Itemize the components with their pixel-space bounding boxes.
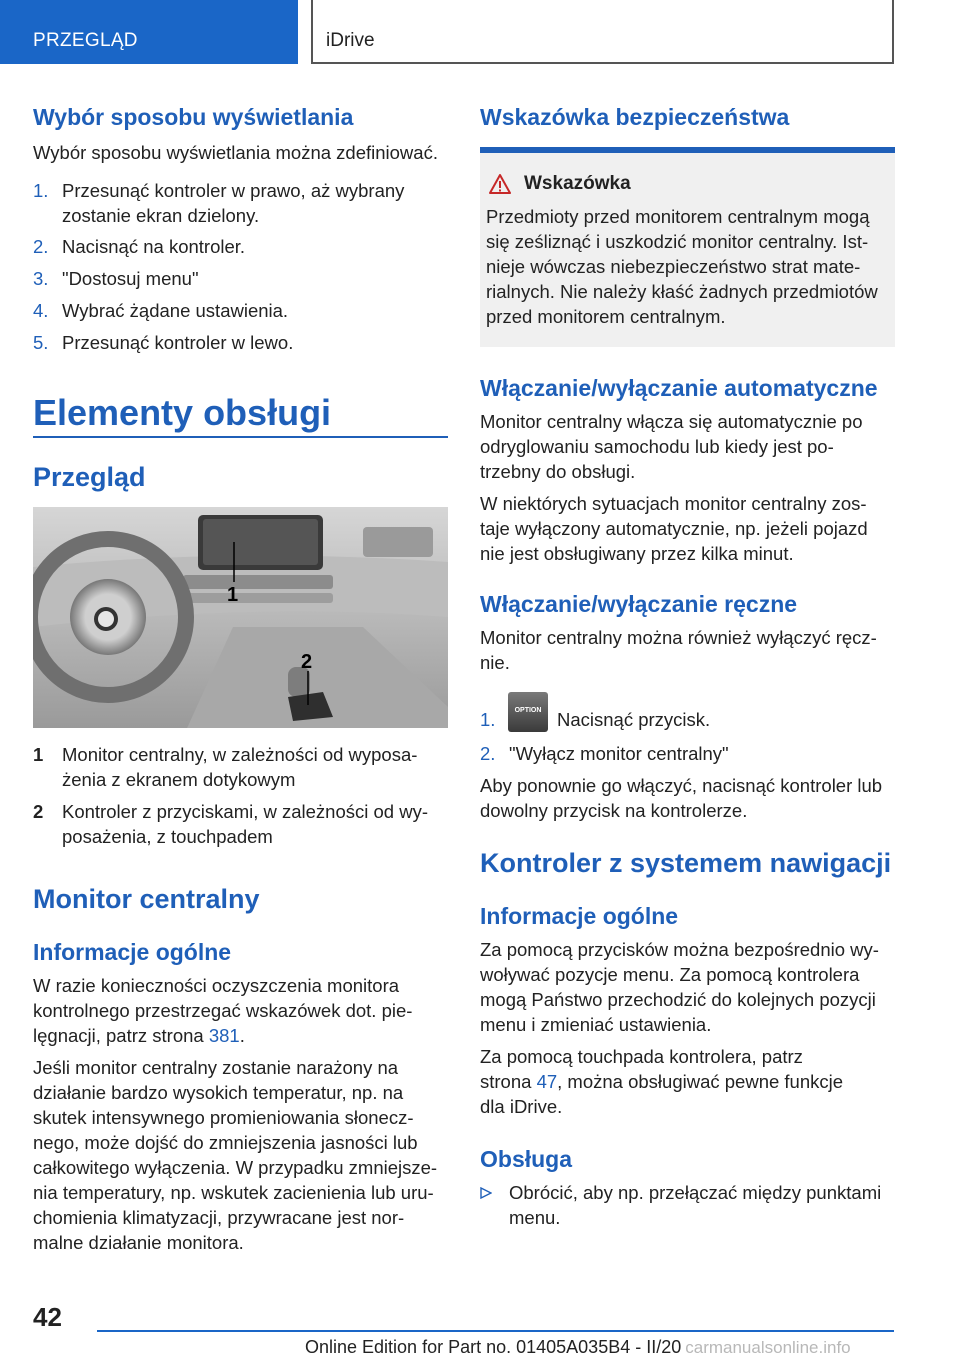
manual-heading: Włączanie/wyłączanie ręczne	[480, 591, 798, 617]
controller-heading: Kontroler z systemem nawigacji	[480, 848, 892, 878]
manual-paragraph-2: Aby ponownie go włączyć, nacisnąć kontroler lub dowolny przycisk na kontrolerze.	[480, 775, 883, 821]
warning-note	[480, 147, 895, 347]
display-heading: Wybór sposobu wyświetlania	[33, 104, 354, 130]
display-intro: Wybór sposobu wyświetlania można zdefiniować.	[33, 142, 438, 163]
auto-paragraph-2: W niektórych sytuacjach monitor centralny zos- taje wyłączony automatycznie, np. jeżeli pojazd nie jest obsługiwany przez kilka minut.	[480, 493, 868, 564]
ctrl-paragraph-2: Za pomocą touchpada kontrolera, patrz strona 47, można obsługiwać pewne funkcje dla iDrive.	[480, 1046, 844, 1117]
note-title: Wskazówka	[524, 173, 631, 194]
chapter-title: Elementy obsługi	[33, 392, 332, 433]
monitor-heading: Monitor centralny	[33, 884, 260, 914]
auto-paragraph-1: Monitor centralny włącza się automatycznie po odryglowaniu samochodu lub kiedy jest po- trzebny do obsługi.	[480, 411, 863, 482]
dashboard-image	[33, 507, 448, 728]
operation-heading: Obsługa	[480, 1146, 573, 1172]
ctrl-general-heading: Informacje ogólne	[480, 903, 679, 929]
overview-heading: Przegląd	[33, 462, 146, 492]
general-heading: Informacje ogólne	[33, 939, 232, 965]
warning-icon	[488, 173, 512, 195]
triangle-bullet-icon	[480, 1187, 492, 1199]
general-paragraph-2: Jeśli monitor centralny zostanie narażony na działanie bardzo wysokich temperatur, np. na skutek intensywnego promieniowania słonecz- nego, może dojść do zmniejszenia jasności lub całkowitego wyłączenia. W przypadku zmniejsze- nia temperatury, np. wskutek zacienienia lub uru- chomienia klimatyzacji, przywracane jest nor- malne działanie monitora.	[33, 1057, 438, 1253]
topic-label: iDrive	[326, 30, 375, 51]
section-tab	[0, 0, 298, 64]
divider	[33, 436, 448, 438]
auto-heading: Włączanie/wyłączanie automatyczne	[480, 375, 878, 401]
ctrl-paragraph-1: Za pomocą przycisków można bezpośrednio wy- woływać pozycje menu. Za pomocą kontrolera mogą Państwo przechodzić do kolejnych pozycji menu i zmieniać ustawienia.	[480, 939, 879, 1035]
callout-1: 1	[227, 584, 239, 606]
page-link-47[interactable]: 47	[536, 1071, 558, 1092]
watermark: carmanualsonline.info	[685, 1338, 851, 1357]
topic-tab	[311, 0, 894, 64]
page-number: 42	[33, 1302, 62, 1332]
callout-2: 2	[301, 651, 313, 673]
footer-divider	[97, 1330, 894, 1332]
page-link-381[interactable]: 381	[208, 1025, 240, 1046]
option-button-icon: OPTION	[508, 692, 548, 732]
safety-heading: Wskazówka bezpieczeństwa	[480, 104, 790, 130]
note-body: Przedmioty przed monitorem centralnym mogą się ześliznąć i uszkodzić monitor centralny. Ist- nieje wówczas niebezpieczeństwo strat mate- rialnych. Nie należy kłaść żadnych przedmiotów przed monitorem centralnym.	[486, 206, 878, 327]
section-label: PRZEGLĄD	[33, 30, 138, 51]
general-paragraph-1: W razie konieczności oczyszczenia monitora kontrolnego przestrzegać wskazówek dot. pie- lęgnacji, patrz strona 381.	[33, 975, 413, 1046]
edition-info: Online Edition for Part no. 01405A035B4 - II/20 carmanualsonline.info	[305, 1337, 851, 1357]
manual-paragraph-1: Monitor centralny można również wyłączyć ręcz- nie.	[480, 627, 877, 673]
